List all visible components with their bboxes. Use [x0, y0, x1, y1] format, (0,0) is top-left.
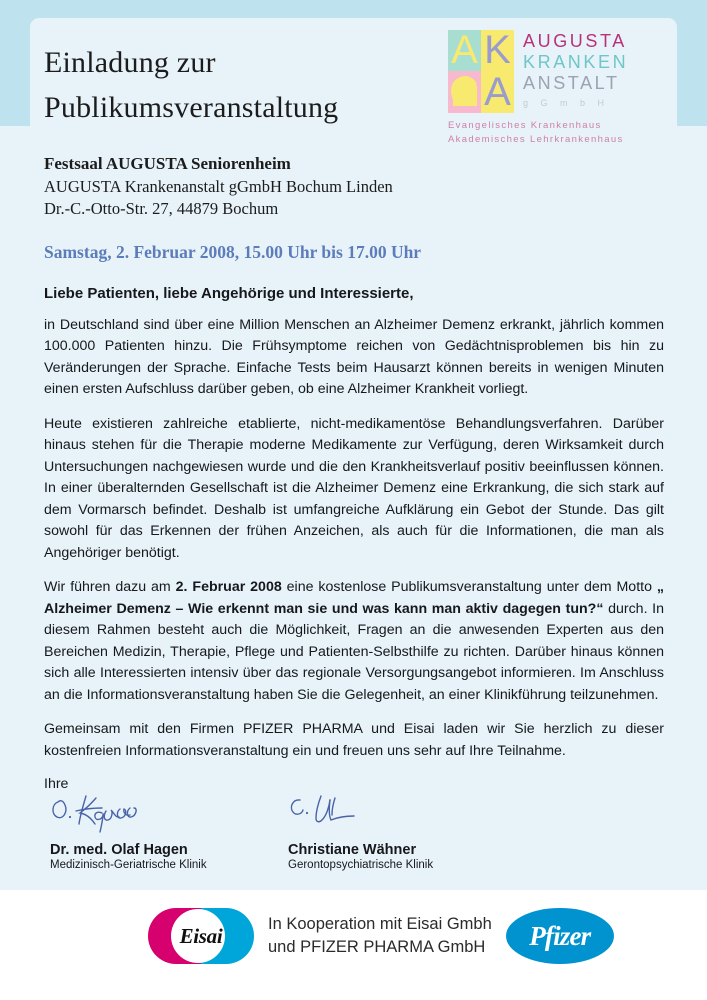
eisai-wordmark: Eisai — [179, 923, 223, 948]
logo-word-anstalt: ANSTALT — [523, 73, 620, 93]
cooperation-line-2: und PFIZER PHARMA GmbH — [268, 938, 486, 956]
logo-letter-g: G — [448, 71, 481, 113]
signature-image-hagen — [50, 794, 220, 834]
sponsor-footer — [0, 890, 707, 1000]
signature-name-1: Dr. med. Olaf Hagen — [50, 842, 188, 858]
eisai-logo — [148, 908, 254, 964]
closing-word: Ihre — [44, 776, 69, 792]
logo-word-ggmbh: g G m b H — [523, 98, 610, 108]
signature-name-2: Christiane Wähner — [288, 842, 417, 858]
signature-image-waehner — [288, 794, 458, 834]
logo-letter-a2: A — [484, 71, 511, 113]
cooperation-line-1: In Kooperation mit Eisai Gmbh — [268, 915, 492, 933]
document-header — [44, 18, 664, 144]
venue-line-3: Dr.-C.-Otto-Str. 27, 44879 Bochum — [44, 199, 279, 218]
paragraph-1: in Deutschland sind über eine Million Menschen an Alzheimer Demenz erkrankt, jährlich kommen 100.000 Patienten hinzu. Die Frühsymptome reichen von Gedächtnisproblemen bis hin zu Veränderungen der Sprache. Einfache Tests beim Hausarzt können bereits in wenigen Minuten einen ersten Aufschluss darüber geben, ob eine Alzheimer Krankheit vorliegt. — [44, 316, 664, 397]
paragraph-3-part-b: eine kostenlose Publikumsveranstaltung unter dem Motto — [281, 579, 657, 595]
logo-letter-k: K — [484, 30, 511, 71]
logo-subtitle-line-1: Evangelisches Krankenhaus — [448, 120, 602, 131]
paragraph-2: Heute existieren zahlreiche etablierte, nicht-medikamentöse Behandlungsverfahren. Darüber hinaus stehen für die Therapie moderne Medikamente zur Verfügung, deren Wirksamkeit durch Untersuchungen nachgewiesen wurde und die den Krankheitsverlauf positiv beeinflussen können. In einer überalternden Gesellschaft ist die Alzheimer Demenz eine Erkrankung, die sich stark auf dem Vormarsch befindet. Deshalb ist umfangreiche Aufklärung ein Gebot der Stunde. Das gilt sowohl für das Erkennen der frühen Anzeichen, als auch für die Informationen, die man als Angehöriger benötigt. — [44, 415, 664, 561]
logo-cell-a — [448, 30, 481, 71]
signature-entry-2 — [288, 794, 518, 871]
cooperation-text — [268, 913, 492, 959]
logo-word-kranken: KRANKEN — [523, 52, 629, 72]
logo-letter-a: A — [451, 30, 478, 71]
logo-wordmark — [523, 30, 628, 114]
logo-subtitle-line-2: Akademisches Lehrkrankenhaus — [448, 133, 624, 145]
logo-subtitle — [448, 119, 668, 146]
aka-logo — [448, 30, 668, 146]
logo-cell-g — [448, 71, 481, 113]
title-line-1: Einladung zur — [44, 46, 216, 79]
title-line-2: Publikumsveranstaltung — [44, 91, 339, 124]
logo-word-augusta: AUGUSTA — [523, 31, 627, 51]
venue-line-1: Festsaal AUGUSTA Seniorenheim — [44, 154, 291, 173]
pfizer-logo — [506, 908, 614, 964]
signature-block — [44, 794, 664, 871]
event-datetime: Samstag, 2. Februar 2008, 15.00 Uhr bis 17.00 Uhr — [44, 241, 422, 262]
paragraph-3-part-a: Wir führen dazu am — [44, 579, 176, 595]
sponsor-row — [148, 908, 614, 964]
paragraph-3-part-c: durch. In diesem Rahmen besteht auch die Möglichkeit, Fragen an die anwesenden Experten aus den Bereichen Medizin, Therapie, Pflege und Patienten-Selbsthilfe zu richten. Darüber hinaus können sich alle Interessierten intensiv über das regionale Versorgungsangebot informieren. Im Anschluss an die Informationsveranstaltung haben Sie die Gelegenheit, an einer Klinikführung teilzunehmen. — [44, 600, 664, 703]
page-title — [44, 40, 444, 130]
venue-block — [44, 153, 664, 221]
paragraph-3-motto: „ Alzheimer Demenz – Wie erkennt man sie und was kann man aktiv dagegen tun?“ — [44, 579, 664, 617]
aka-logo-mark — [448, 30, 514, 113]
salutation: Liebe Patienten, liebe Angehörige und Interessierte, — [44, 284, 414, 302]
pfizer-wordmark: Pfizer — [529, 920, 591, 951]
document-content — [44, 18, 664, 871]
venue-line-2: AUGUSTA Krankenanstalt gGmbH Bochum Linden — [44, 176, 393, 196]
signature-role-2: Gerontopsychiatrische Klinik — [288, 859, 434, 871]
paragraph-3 — [44, 577, 664, 706]
logo-row — [448, 30, 668, 114]
signature-entry-1 — [50, 794, 280, 871]
paragraph-4: Gemeinsam mit den Firmen PFIZER PHARMA und Eisai laden wir Sie herzlich zu dieser kostenfreien Informationsveranstaltung ein und freuen uns sehr auf Ihre Teilnahme. — [44, 721, 664, 759]
logo-cell-k — [481, 30, 514, 71]
logo-cell-a2 — [481, 71, 514, 113]
paragraph-3-date: 2. Februar 2008 — [175, 579, 282, 595]
signature-role-1: Medizinisch-Geriatrische Klinik — [50, 859, 207, 871]
